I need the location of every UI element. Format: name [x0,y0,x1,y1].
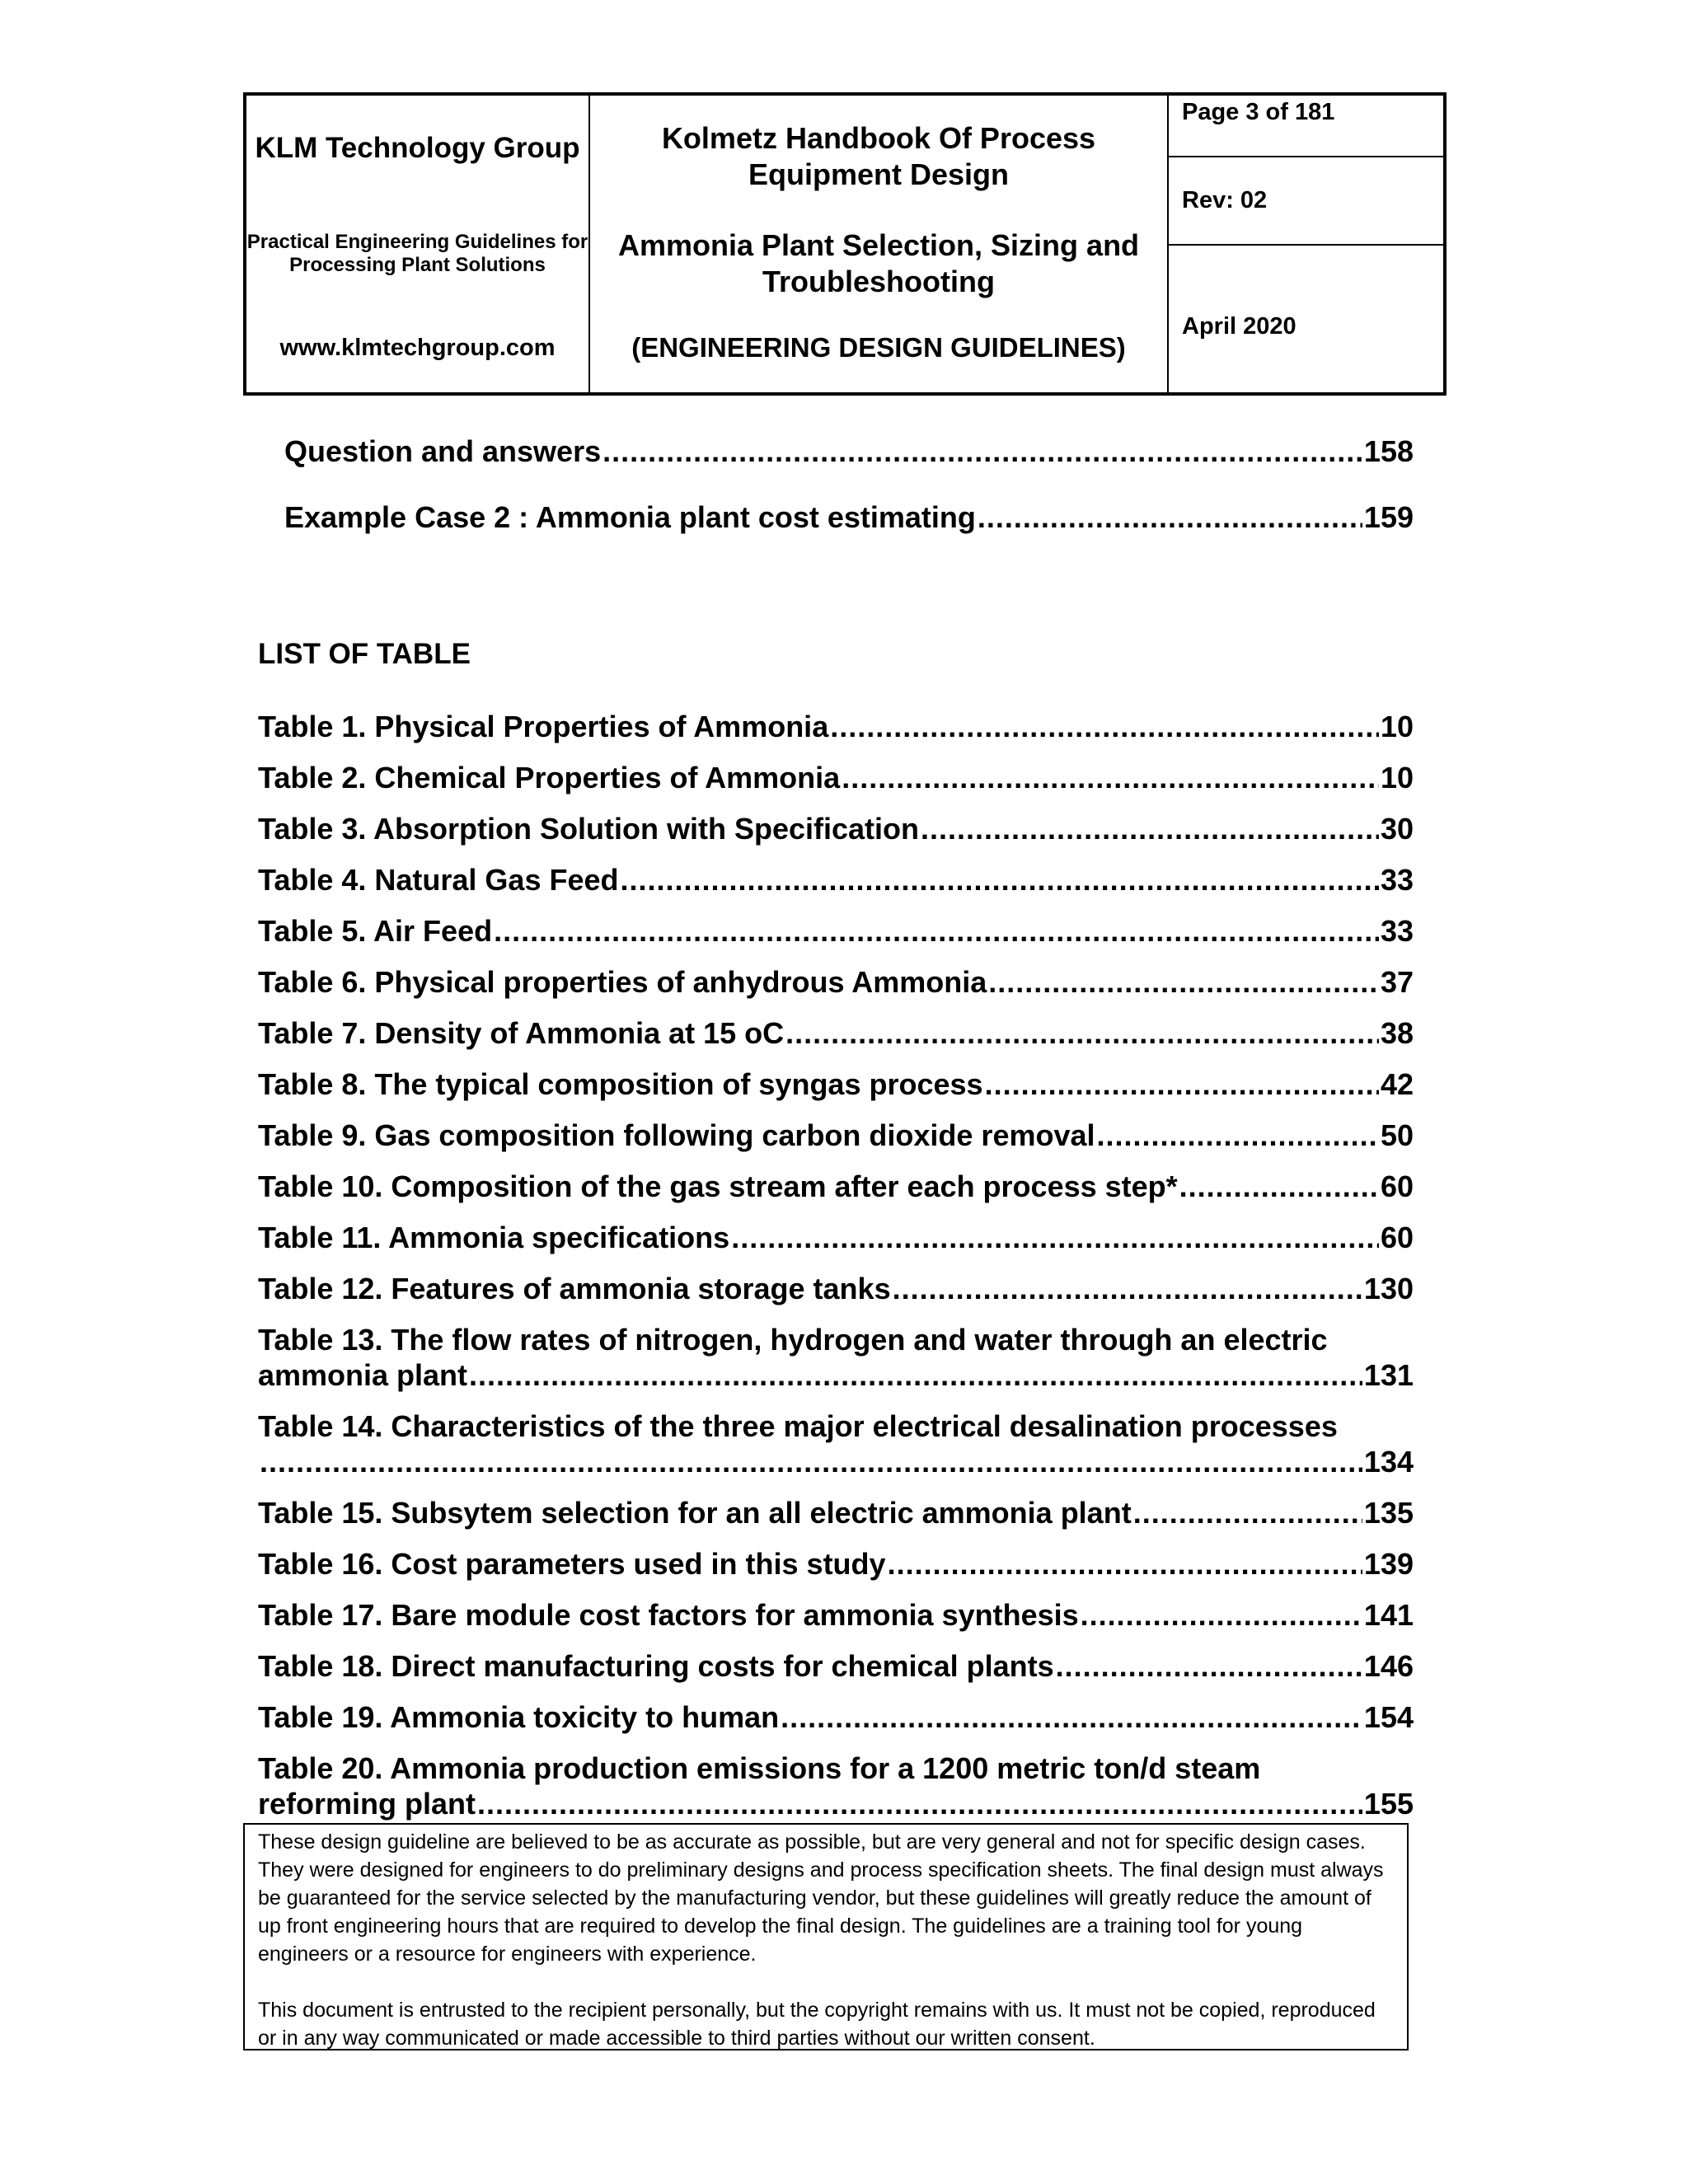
table-entry[interactable] [258,1750,1414,1821]
table-entry-page: 134 [1363,1445,1414,1479]
document-type: (ENGINEERING DESIGN GUIDELINES) [631,332,1126,363]
toc-leader-dots [1179,1169,1379,1204]
table-entry-label: Table 3. Absorption Solution with Specification [258,812,920,846]
disclaimer-box [243,1823,1409,2050]
table-entry[interactable] [258,964,1414,1000]
toc-leader-dots [477,1786,1362,1821]
table-entry-label: Table 7. Density of Ammonia at 15 oC [258,1016,785,1050]
toc-leader-dots [494,913,1379,949]
table-entry-label: Table 10. Composition of the gas stream after each process step* [258,1169,1178,1203]
table-entry-page: 42 [1380,1067,1414,1101]
toc-leader-dots [785,1015,1379,1051]
table-entry[interactable] [258,1220,1414,1255]
toc-leader-dots [893,1271,1362,1306]
table-entry-label: Table 19. Ammonia toxicity to human [258,1700,780,1734]
toc-leader-dots [978,499,1362,535]
table-entry-page: 37 [1380,965,1414,999]
table-entry-label: Table 9. Gas composition following carbon dioxide removal [258,1118,1095,1152]
table-entry[interactable] [258,1322,1414,1393]
table-entry-page: 130 [1363,1272,1414,1305]
toc-leader-dots [603,434,1362,469]
table-entry[interactable] [258,709,1414,744]
table-entry-page: 33 [1380,914,1414,948]
table-entry[interactable] [258,811,1414,846]
table-entry[interactable] [258,1271,1414,1306]
copyright-paragraph: This document is entrusted to the recipient personally, but the copyright remains with us. It must not be copied, reproduced or in any way communicated or made accessible to third parties without our written consent. [258,1999,1376,2050]
toc-entry-page: 158 [1363,434,1414,468]
table-entry-line2 [258,1444,1414,1479]
page-number: Page 3 of 181 [1169,96,1443,157]
toc-leader-dots [781,1699,1362,1735]
toc-entry[interactable] [284,499,1414,535]
table-entry-line2 [258,1357,1414,1393]
table-entry-label: Table 17. Bare module cost factors for ammonia synthesis [258,1598,1079,1632]
table-entry-label: Table 2. Chemical Properties of Ammonia [258,761,841,794]
table-entry-label: Table 11. Ammonia specifications [258,1221,730,1254]
table-entry-label: Table 6. Physical properties of anhydrous Ammonia [258,965,987,999]
table-entry-label: Table 15. Subsytem selection for an all electric ammonia plant [258,1496,1132,1530]
table-entry-label: Table 8. The typical composition of syngas process [258,1067,983,1101]
table-entry-page: 33 [1380,863,1414,897]
table-entry-label: Table 1. Physical Properties of Ammonia [258,710,829,743]
handbook-title: Kolmetz Handbook Of Process Equipment Design [661,121,1096,191]
table-entry-page: 154 [1363,1700,1414,1734]
toc-entry[interactable] [284,434,1414,469]
table-entry-page: 135 [1363,1496,1414,1530]
table-entry-page: 131 [1363,1358,1414,1392]
table-entry-label: Table 12. Features of ammonia storage tanks [258,1272,891,1305]
disclaimer-paragraph: These design guideline are believed to be as accurate as possible, but are very general and not for specific design cases. They were designed for engineers to do preliminary designs and process specification sheets. The final design must always be guaranteed for the service selected by the manufacturing vendor, but these guidelines will greatly reduce the amount of up front engineering hours that are required to develop the final design. The guidelines are a training tool for young engineers or a resource for engineers with experience. [258,1830,1384,1966]
table-entry-page: 139 [1363,1547,1414,1581]
list-of-tables-heading: LIST OF TABLE [258,638,471,670]
toc-leader-dots [985,1066,1379,1102]
table-entry-page: 10 [1380,710,1414,743]
table-entry-label-line1: Table 13. The flow rates of nitrogen, hydrogen and water through an electric [258,1323,1328,1357]
table-entry[interactable] [258,1118,1414,1153]
document-title: Ammonia Plant Selection, Sizing and Troubleshooting [617,228,1140,298]
toc-leader-dots [842,760,1379,795]
table-entry-line2 [258,1786,1414,1821]
company-name: KLM Technology Group [255,132,580,164]
table-entry[interactable] [258,1408,1414,1479]
table-entry-page: 146 [1363,1649,1414,1683]
toc-leader-dots [260,1444,1362,1479]
toc-leader-dots [1097,1118,1379,1153]
table-entry-label: Table 4. Natural Gas Feed [258,863,619,897]
table-entry[interactable] [258,1597,1414,1633]
toc-leader-dots [469,1357,1362,1393]
company-website: www.klmtechgroup.com [279,335,556,361]
toc-leader-dots [921,811,1379,846]
table-entry-page: 141 [1363,1598,1414,1632]
table-entry[interactable] [258,1066,1414,1102]
table-entry-label: Table 5. Air Feed [258,914,493,948]
toc-leader-dots [620,862,1378,898]
table-entry-label-line2: reforming plant [258,1787,476,1821]
toc-entry-label: Example Case 2 : Ammonia plant cost estimating [284,500,976,534]
table-entry-label: Table 18. Direct manufacturing costs for chemical plants [258,1649,1054,1683]
table-entry-label-line1: Table 14. Characteristics of the three major electrical desalination processes [258,1409,1338,1443]
toc-leader-dots [830,709,1379,744]
table-entry-page: 10 [1380,761,1414,794]
table-entry[interactable] [258,913,1414,949]
table-entry-label-line1: Table 20. Ammonia production emissions for a 1200 metric ton/d steam [258,1751,1261,1785]
table-entry[interactable] [258,1495,1414,1530]
table-entry-page: 38 [1380,1016,1414,1050]
table-entry[interactable] [258,1546,1414,1582]
toc-leader-dots [888,1546,1362,1582]
toc-leader-dots [1081,1597,1362,1633]
table-entry-page: 60 [1380,1221,1414,1254]
toc-leader-dots [1133,1495,1362,1530]
revision: Rev: 02 [1169,157,1443,246]
table-entry[interactable] [258,1648,1414,1684]
table-entry-page: 155 [1363,1787,1414,1821]
company-tagline: Practical Engineering Guidelines for Processing Plant Solutions [246,231,588,276]
table-entry-page: 60 [1380,1169,1414,1203]
toc-leader-dots [988,964,1379,1000]
table-entry-page: 30 [1380,812,1414,846]
document-header [243,92,1447,396]
table-entry-label: Table 16. Cost parameters used in this study [258,1547,886,1581]
table-entry[interactable] [258,1169,1414,1204]
toc-entry-label: Question and answers [284,434,602,468]
table-entry[interactable] [258,1699,1414,1735]
toc-entry-page: 159 [1363,500,1414,534]
table-entry[interactable] [258,862,1414,898]
document-date: April 2020 [1182,313,1296,340]
table-entry-page: 50 [1380,1118,1414,1152]
table-entry-label-line2: ammonia plant [258,1358,468,1392]
toc-leader-dots [1056,1648,1362,1684]
header-company-cell [246,96,590,392]
table-entry[interactable] [258,1015,1414,1051]
table-entry[interactable] [258,760,1414,795]
header-title-cell [590,96,1169,392]
toc-leader-dots [731,1220,1379,1255]
header-meta-cell [1169,96,1443,392]
